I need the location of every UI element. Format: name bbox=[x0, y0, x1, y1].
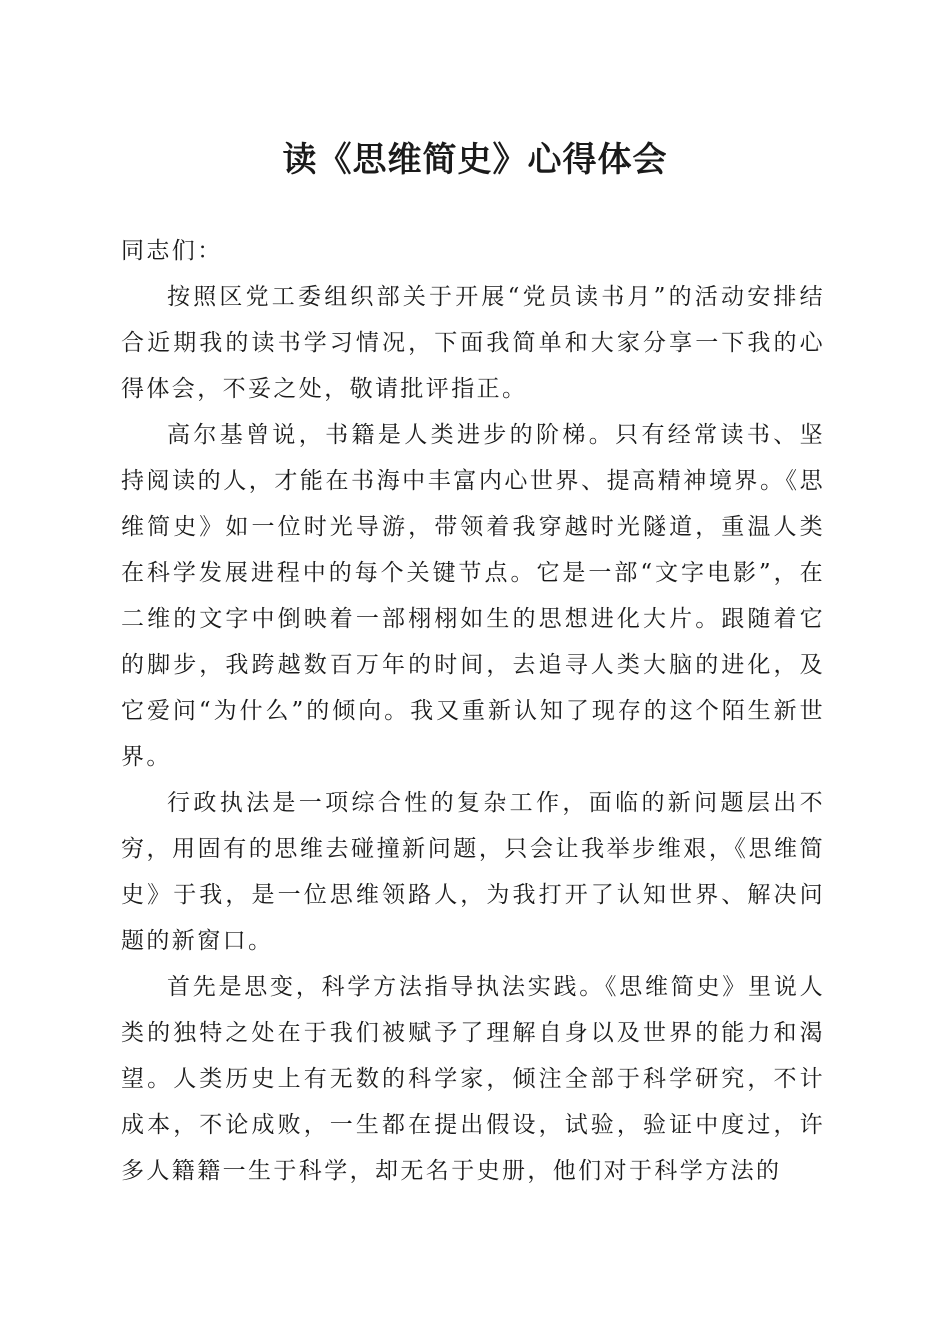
paragraph-intro: 按照区党工委组织部关于开展“党员读书月”的活动安排结合近期我的读书学习情况，下面我简单和大家分享一下我的心得体会，不妥之处，敬请批评指正。 bbox=[121, 284, 825, 402]
document-body bbox=[121, 228, 825, 1194]
paragraph-scientific-method: 首先是思变，科学方法指导执法实践。《思维简史》里说人类的独特之处在于我们被赋予了理解自身以及世界的能力和渴望。人类历史上有无数的科学家，倾注全部于科学研究，不计成本，不论成败，一生都在提出假设，试验，验证中度过，许多人籍籍一生于科学，却无名于史册，他们对于科学方法的 bbox=[121, 974, 825, 1184]
paragraph-law-enforcement: 行政执法是一项综合性的复杂工作，面临的新问题层出不穷，用固有的思维去碰撞新问题，只会让我举步维艰，《思维简史》于我，是一位思维领路人，为我打开了认知世界、解决问题的新窗口。 bbox=[121, 790, 825, 954]
document-title: 读《思维简史》心得体会 bbox=[282, 140, 668, 180]
salutation: 同志们： bbox=[121, 238, 223, 264]
paragraph-book-reflection: 高尔基曾说，书籍是人类进步的阶梯。只有经常读书、坚持阅读的人，才能在书海中丰富内心世界、提高精神境界。《思维简史》如一位时光导游，带领着我穿越时光隧道，重温人类在科学发展进程中的每个关键节点。它是一部“文字电影”，在二维的文字中倒映着一部栩栩如生的思想进化大片。跟随着它的脚步，我跨越数百万年的时间，去追寻人类大脑的进化，及它爱问“为什么”的倾向。我又重新认知了现存的这个陌生新世界。 bbox=[121, 422, 825, 770]
